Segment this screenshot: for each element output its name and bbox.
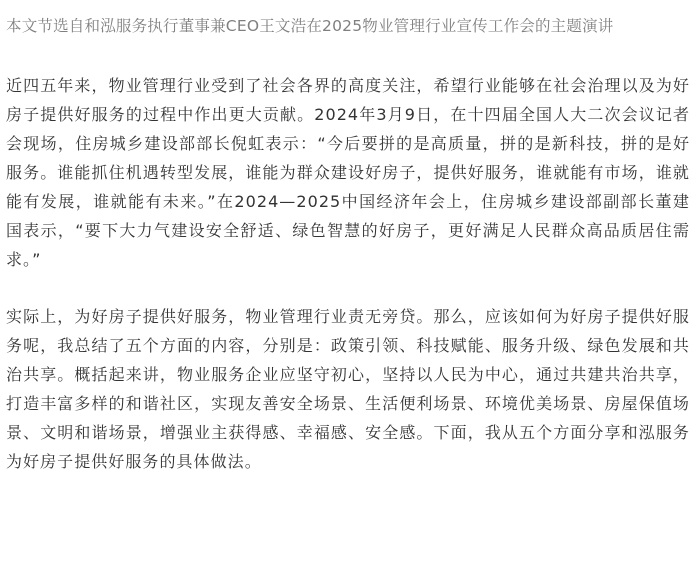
paragraph-five-aspects: 实际上，为好房子提供好服务，物业管理行业责无旁贷。那么，应该如何为好房子提供好服务呢，我总结了五个方面的内容，分别是：政策引领、科技赋能、服务升级、绿色发展和共治共享。概括起来讲，物业服务企业应坚守初心，坚持以人民为中心，通过共建共治共享，打造丰富多样的和谐社区，实现友善安全场景、生活便利场景、环境优美场景、房屋保值场景、文明和谐场景，增强业主获得感、幸福感、安全感。下面，我从五个方面分享和泓服务为好房子提供好服务的具体做法。 <box>6 307 690 471</box>
paragraph-policy-context: 近四五年来，物业管理行业受到了社会各界的高度关注，希望行业能够在社会治理以及为好房子提供好服务的过程中作出更大贡献。2024年3月9日，在十四届全国人大二次会议记者会现场，住房城乡建设部部长倪虹表示：“今后要拼的是高质量，拼的是新科技，拼的是好服务。谁能抓住机遇转型发展，谁能为群众建设好房子，提供好服务，谁就能有市场，谁就能有发展，谁就能有未来。”在2024—2025中国经济年会上，住房城乡建设部副部长董建国表示，“要下大力气建设安全舒适、绿色智慧的好房子，更好满足人民群众高品质居住需求。” <box>6 76 690 269</box>
article-intro-note: 本文节选自和泓服务执行董事兼CEO王文浩在2025物业管理行业宣传工作会的主题演讲 <box>6 17 614 35</box>
